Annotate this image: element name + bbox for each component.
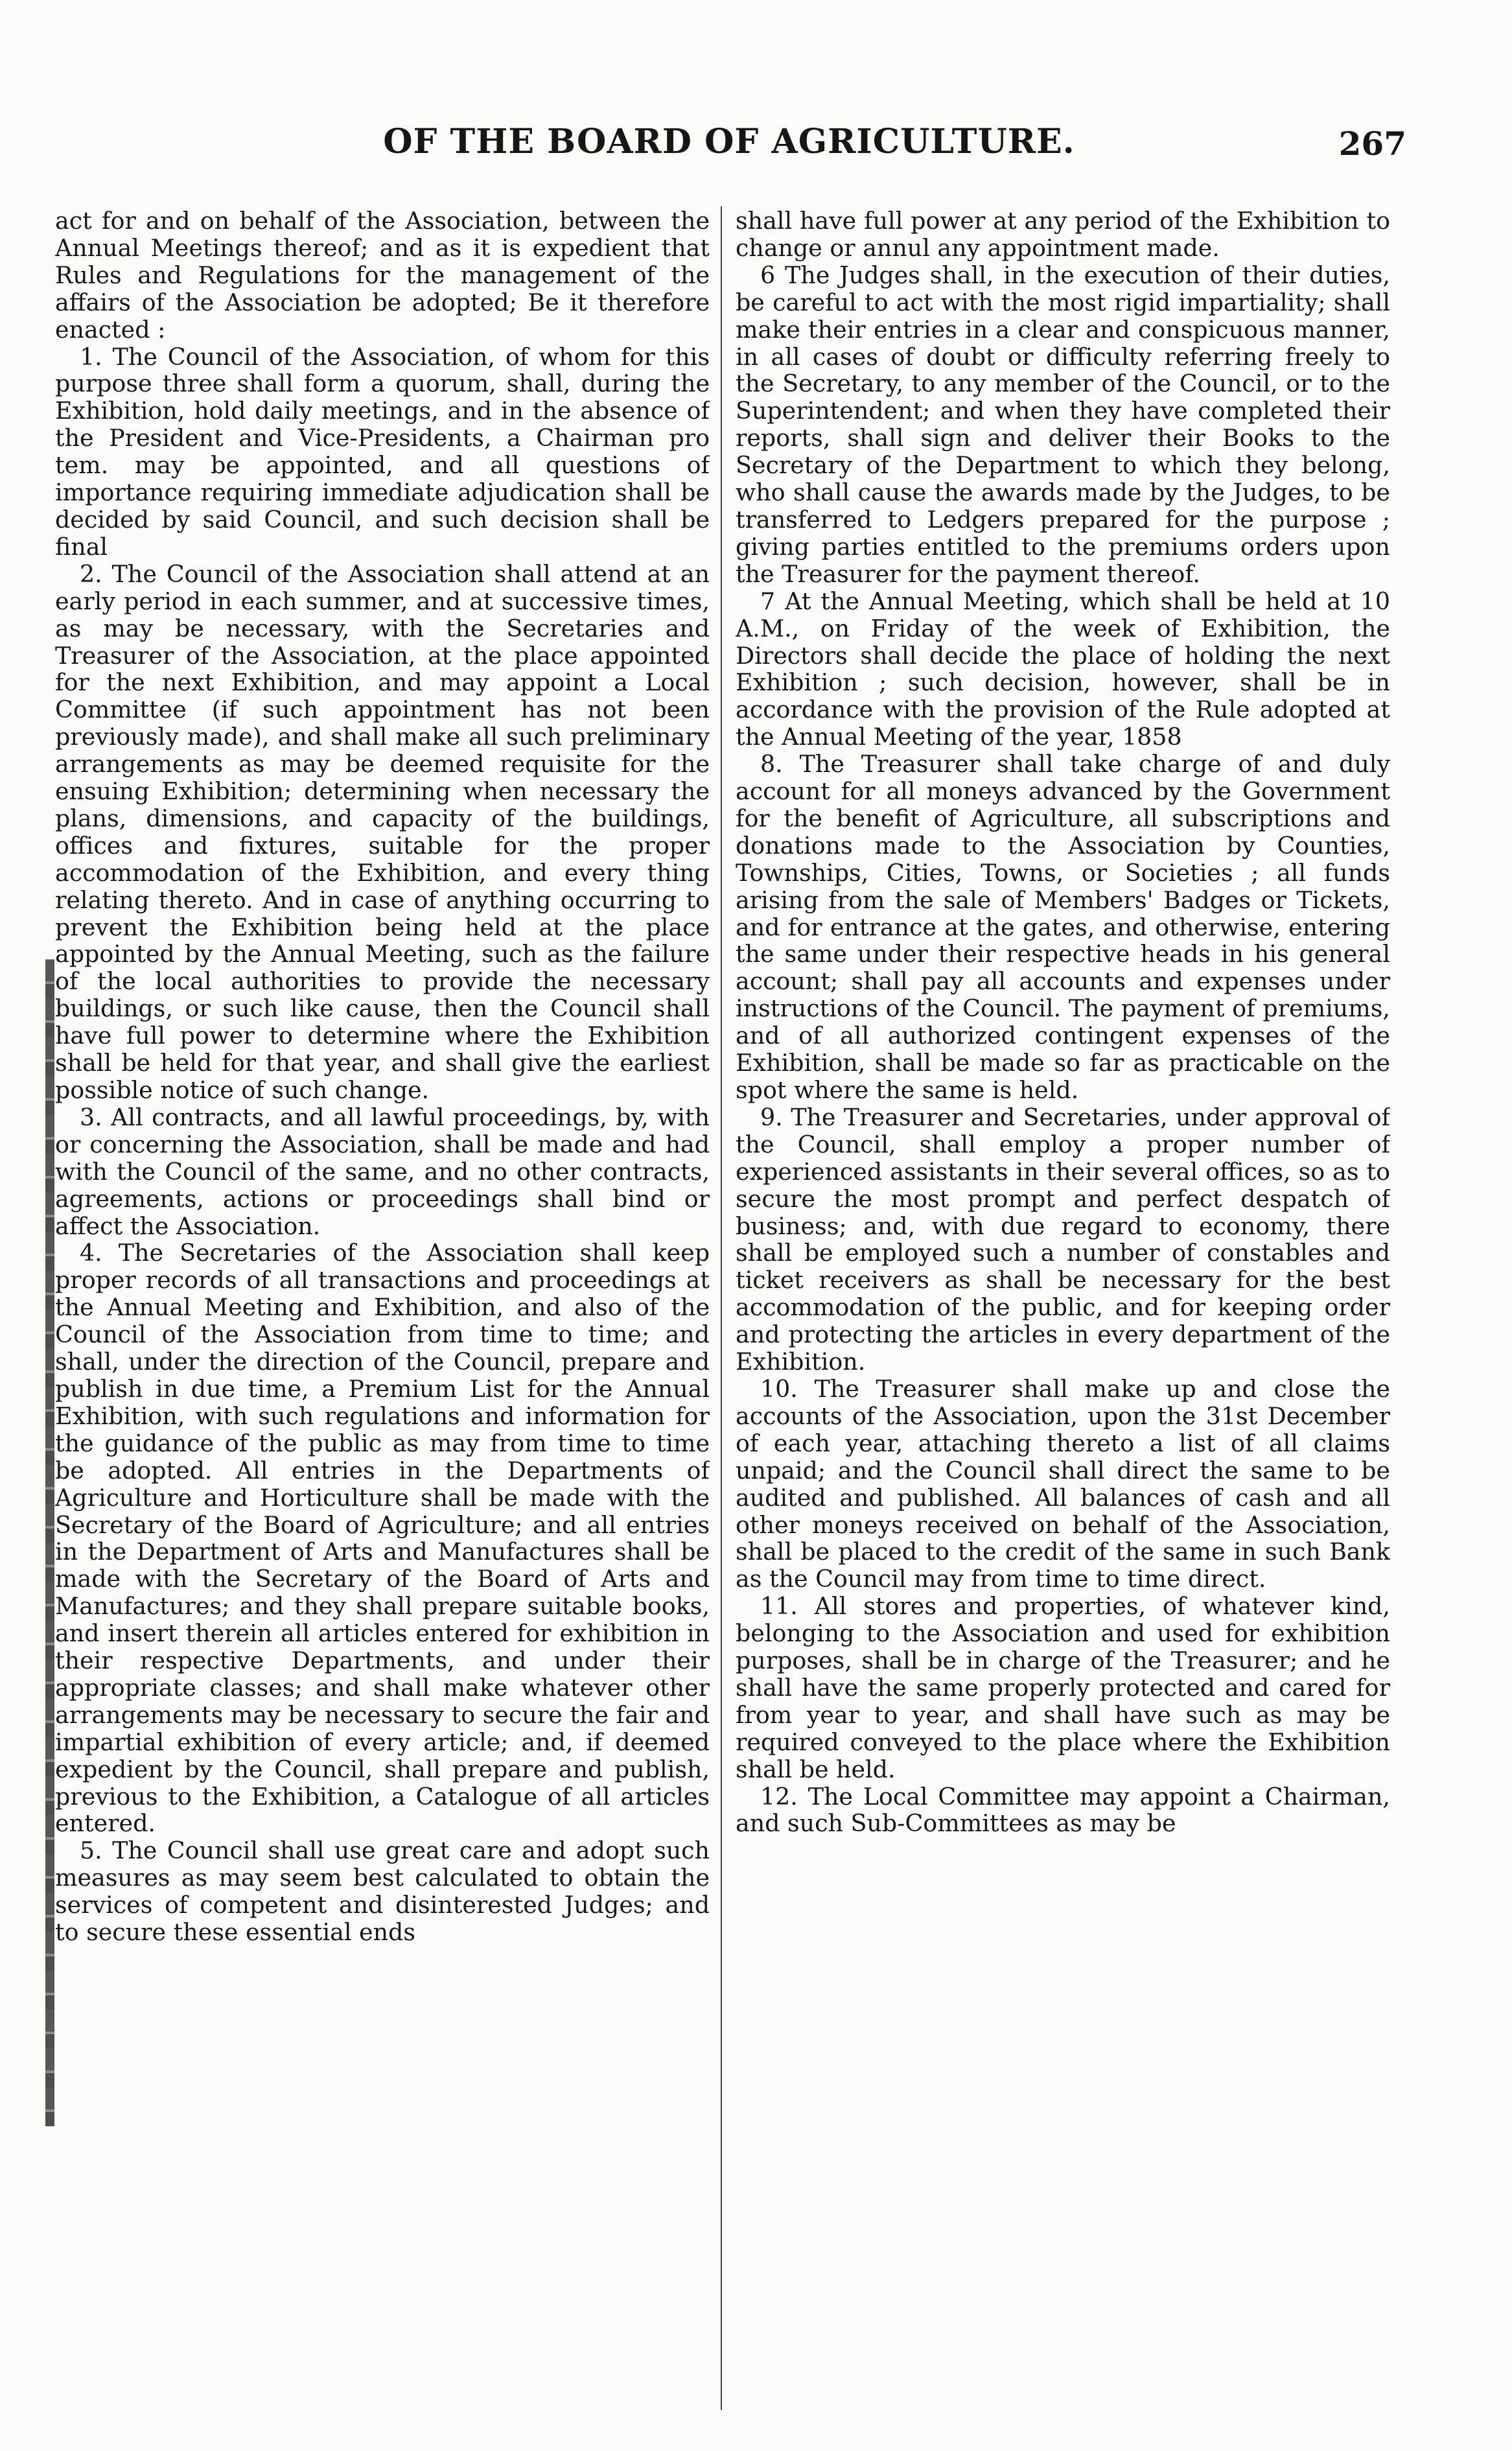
rule-9-paragraph: 9. The Treasurer and Secretaries, under approval of the Council, shall employ a proper number of experienced assistants in their several offices, so as to secure the most prompt and perfect despatch of business; and, with due regard to economy, there shall be employed such a number of constables and ticket receivers as shall be necessary for the best accommodation of the public, and for keeping order and protecting the articles in every department of the Exhibition. xyxy=(736,1103,1390,1376)
rule-12-paragraph: 12. The Local Committee may appoint a Chairman, and such Sub-Committees as may be xyxy=(736,1782,1390,1838)
column-divider xyxy=(721,206,722,2410)
rule-3-paragraph: 3. All contracts, and all lawful proceedings, by, with or concerning the Association, shall be made and had with the Council of the same, and no other contracts, agreements, actions or proceedings shall bind or affect the Association. xyxy=(55,1103,710,1240)
rule-7-paragraph: 7 At the Annual Meeting, which shall be held at 10 A.M., on Friday of the week of Exhibition, the Directors shall decide the place of holding the next Exhibition ; such decision, however, shall be in accordance with the provision of the Rule adopted at the Annual Meeting of the year, 1858 xyxy=(736,587,1390,751)
rule-2-paragraph: 2. The Council of the Association shall attend at an early period in each summer, and at successive times, as may be necessary, with the Secretaries and Treasurer of the Association, at the place appointed for the next Exhibition, and may appoint a Local Committee (if such appointment has not been previously made), and shall make all such preliminary arrangements as may be deemed requisite for the ensuing Exhibition; determining when necessary the plans, dimensions, and capacity of the buildings, offices and fixtures, suitable for the proper accommodation of the Exhibition, and every thing relating thereto. And in case of anything occurring to prevent the Exhibition being held at the place appointed by the Annual Meeting, such as the failure of the local authorities to provide the necessary buildings, or such like cause, then the Council shall have full power to determine where the Exhibition shall be held for that year, and shall give the earliest possible notice of such change. xyxy=(55,559,710,1104)
binding-shadow xyxy=(45,959,54,2126)
rule-1-paragraph: 1. The Council of the Association, of whom for this purpose three shall form a quorum, shall, during the Exhibition, hold daily meetings, and in the absence of the President and Vice-Presidents, a Chairman pro tem. may be appointed, and all questions of importance requiring immediate adjudication shall be decided by said Council, and such decision shall be final xyxy=(55,342,710,561)
right-column xyxy=(736,207,1390,2418)
rule-5-continuation: shall have full power at any period of the Exhibition to change or annul any appointment made. xyxy=(736,207,1390,262)
rule-5-paragraph: 5. The Council shall use great care and adopt such measures as may seem best calculated to obtain the services of competent and disinterested Judges; and to secure these essential ends xyxy=(55,1836,710,1947)
left-column xyxy=(55,207,710,2418)
running-title: OF THE BOARD OF AGRICULTURE. xyxy=(383,122,1075,161)
rule-11-paragraph: 11. All stores and properties, of whatever kind, belonging to the Association and used for exhibition purposes, shall be in charge of the Treasurer; and he shall have the same properly protected and cared for from year to year, and shall have such as may be required conveyed to the place where the Exhibition shall be held. xyxy=(736,1592,1390,1783)
paragraph-continuation: act for and on behalf of the Association, between the Annual Meetings thereof; and as it is expedient that Rules and Regulations for the management of the affairs of the Association be adopted; Be it therefore enacted : xyxy=(55,207,710,344)
rule-6-paragraph: 6 The Judges shall, in the execution of their duties, be careful to act with the most rigid impartiality; shall make their entries in a clear and conspicuous manner, in all cases of doubt or difficulty referring freely to the Secretary, to any member of the Council, or to the Superintendent; and when they have completed their reports, shall sign and deliver their Books to the Secretary of the Department to which they belong, who shall cause the awards made by the Judges, to be transferred to Ledgers prepared for the purpose ; giving parties entitled to the premiums orders upon the Treasurer for the payment thereof. xyxy=(736,261,1390,588)
page-header xyxy=(52,122,1406,170)
rule-4-paragraph: 4. The Secretaries of the Association shall keep proper records of all transactions and proceedings at the Annual Meeting and Exhibition, and also of the Council of the Association from time to time; and shall, under the direction of the Council, prepare and publish in due time, a Premium List for the Annual Exhibition, with such regulations and information for the guidance of the public as may from time to time be adopted. All entries in the Departments of Agriculture and Horticulture shall be made with the Secretary of the Board of Agriculture; and all entries in the Department of Arts and Manufactures shall be made with the Secretary of the Board of Arts and Manufactures; and they shall prepare suitable books, and insert therein all articles entered for exhibition in their respective Departments, and under their appropriate classes; and shall make whatever other arrangements may be necessary to secure the fair and impartial exhibition of every article; and, if deemed expedient by the Council, shall prepare and publish, previous to the Exhibition, a Catalogue of all articles entered. xyxy=(55,1239,710,1838)
page-number: 267 xyxy=(1338,124,1406,163)
rule-8-paragraph: 8. The Treasurer shall take charge of and duly account for all moneys advanced by the Government for the benefit of Agriculture, all subscriptions and donations made to the Association by Counties, Townships, Cities, Towns, or Societies ; all funds arising from the sale of Members' Badges or Tickets, and for entrance at the gates, and otherwise, entering the same under their respective heads in his general account; shall pay all accounts and expenses under instructions of the Council. The payment of premiums, and of all authorized contingent expenses of the Exhibition, shall be made so far as practicable on the spot where the same is held. xyxy=(736,750,1390,1104)
rule-10-paragraph: 10. The Treasurer shall make up and close the accounts of the Association, upon the 31st December of each year, attaching thereto a list of all claims unpaid; and the Council shall direct the same to be audited and published. All balances of cash and all other moneys received on behalf of the Association, shall be placed to the credit of the same in such Bank as the Council may from time to time direct. xyxy=(736,1374,1390,1593)
